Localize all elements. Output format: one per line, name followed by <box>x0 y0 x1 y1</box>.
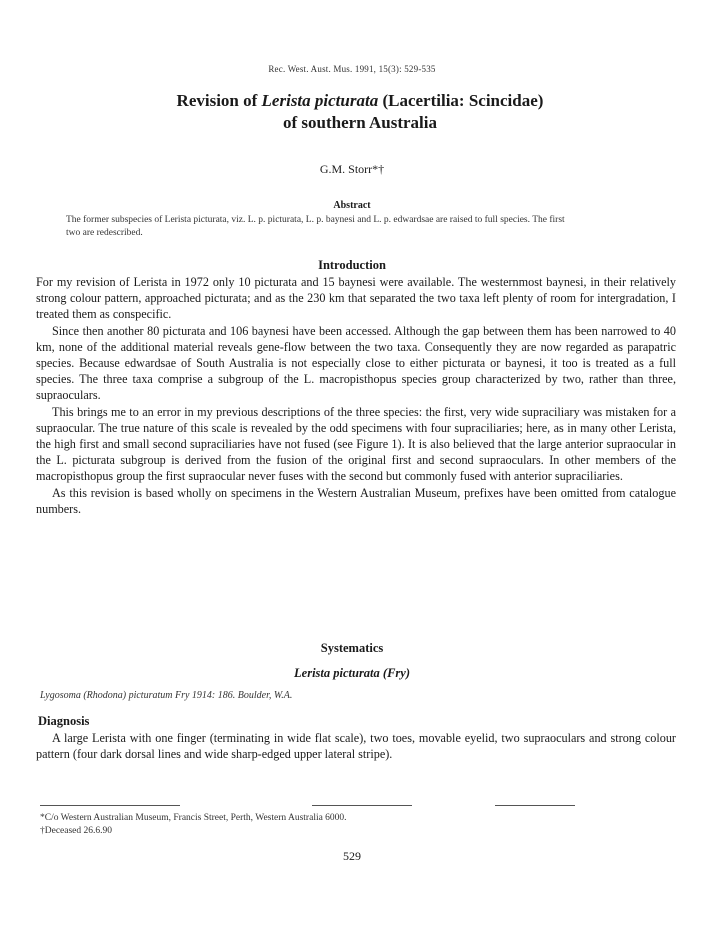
author: G.M. Storr*† <box>319 162 385 176</box>
footnote-rule-left <box>40 805 180 806</box>
paper-title <box>60 90 660 134</box>
title-part2: (Lacertilia: Scincidae) <box>378 91 544 110</box>
synonymy: Lygosoma (Rhodona) picturatum Fry 1914: 186. Boulder, W.A. <box>40 690 293 701</box>
footnote-deceased: †Deceased 26.6.90 <box>40 826 113 836</box>
abstract-heading: Abstract <box>333 200 371 211</box>
intro-paragraph-4: As this revision is based wholly on specimens in the Western Australian Museum, prefixes have been omitted from catalogue numbers. <box>36 485 676 516</box>
running-head: Rec. West. Aust. Mus. 1991, 15(3): 529-535 <box>268 64 436 74</box>
footnote-address: *C/o Western Australian Museum, Francis Street, Perth, Western Australia 6000. <box>40 813 347 823</box>
footnotes <box>40 812 640 838</box>
intro-paragraph-3: This brings me to an error in my previous descriptions of the three species: the first, very wide supraciliary was mistaken for a supraocular. The true nature of this scale is revealed by the odd specimens with four supraciliaries; here, as in many other Lerista, the high first and small second supraciliaries have not fused (see Figure 1). It is also believed that the large anterior supraocular in the L. picturata subgroup is derived from the fusion of the original first and second supraoculars. In other members of the macropisthopus group the first supraocular never fuses with the second but commonly fused with anterior supraciliaries. <box>36 404 676 484</box>
footnote-rule-middle <box>312 805 412 806</box>
abstract-text: The former subspecies of Lerista picturata, viz. L. p. picturata, L. p. baynesi and L. p. edwardsae are raised to full species. The first two are redescribed. <box>66 215 565 238</box>
introduction-body <box>36 274 676 517</box>
footnote-rule-right <box>495 805 575 806</box>
diagnosis-heading: Diagnosis <box>38 714 90 728</box>
introduction-heading: Introduction <box>318 258 386 272</box>
systematics-heading: Systematics <box>320 641 384 655</box>
title-line2: of southern Australia <box>283 113 437 132</box>
intro-paragraph-2: Since then another 80 picturata and 106 baynesi have been accessed. Although the gap between them has been narrowed to 40 km, none of the additional material reveals gene-flow between the two taxa. Consequently they are now regarded as parapatric species. Because edwardsae of South Australia is not especially close to either picturata or baynesi, it too is treated as a full species. The three taxa comprise a subgroup of the L. macropisthopus species group characterized by two, rather than three, supraoculars. <box>36 323 676 403</box>
diagnosis-body <box>36 730 676 762</box>
title-italic: Lerista picturata <box>261 91 379 110</box>
species-heading: Lerista picturata (Fry) <box>294 666 410 680</box>
diagnosis-text: A large Lerista with one finger (terminating in wide flat scale), two toes, movable eyelid, two supraoculars and strong colour pattern (four dark dorsal lines and wide sharp-edged upper lateral stripe). <box>36 731 676 762</box>
page-number: 529 <box>343 849 361 863</box>
intro-paragraph-1: For my revision of Lerista in 1972 only 10 picturata and 15 baynesi were available. The westernmost baynesi, in their relatively strong colour pattern, approached picturata; and as the 230 km that separated the two taxa left plenty of room for intergradation, I treated them as conspecific. <box>36 275 676 322</box>
title-part1: Revision of <box>176 91 262 110</box>
